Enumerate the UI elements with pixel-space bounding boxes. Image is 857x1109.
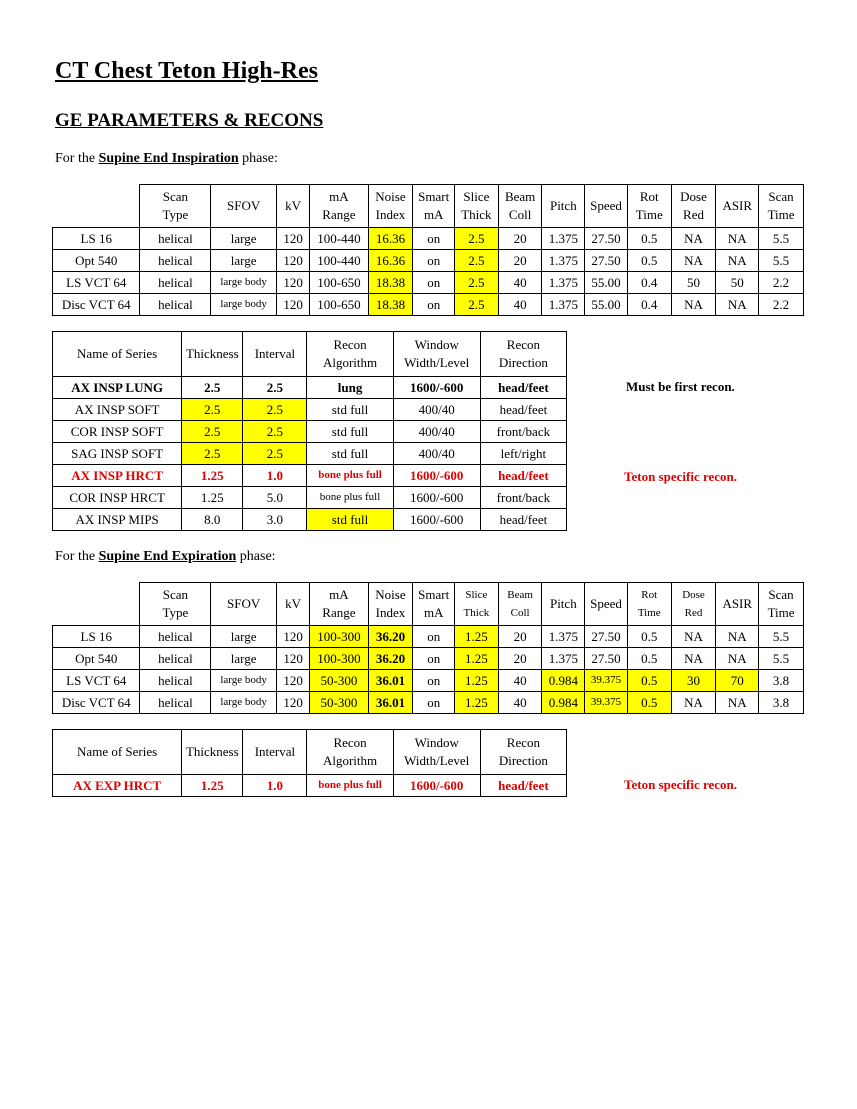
column-header: Thickness (182, 730, 243, 775)
table-cell: 100-440 (310, 228, 368, 250)
column-header: Beam Coll (498, 583, 542, 626)
table-cell: head/feet (480, 399, 566, 421)
table-cell: 120 (276, 648, 309, 670)
table-cell: AX INSP HRCT (53, 465, 182, 487)
column-header: Recon Algorithm (307, 730, 393, 775)
column-header: Beam Coll (498, 185, 542, 228)
table-cell: bone plus full (307, 487, 393, 509)
column-header: Pitch (542, 185, 585, 228)
table-cell: 1.25 (455, 626, 499, 648)
table-cell: 0.4 (627, 294, 671, 316)
table-cell: on (413, 250, 455, 272)
table-cell: 0.5 (627, 648, 671, 670)
table-cell: NA (671, 648, 716, 670)
table-cell: 400/40 (393, 421, 480, 443)
table-cell: 1600/-600 (393, 377, 480, 399)
table-cell: 1.25 (182, 465, 243, 487)
phase-inspiration-label: For the Supine End Inspiration phase: (55, 151, 278, 166)
scanner-name-cell: LS VCT 64 (53, 272, 140, 294)
table-cell: head/feet (480, 509, 566, 531)
table-cell: front/back (480, 487, 566, 509)
teton-recon-note: Teton specific recon. (624, 469, 738, 484)
table-cell: 5.5 (759, 648, 804, 670)
table-cell: 2.5 (455, 294, 499, 316)
table-cell: 100-650 (310, 272, 368, 294)
column-header: SFOV (211, 583, 277, 626)
table-cell: large (211, 626, 277, 648)
table-cell: 120 (276, 626, 309, 648)
table-cell: 36.01 (368, 692, 413, 714)
table-cell: 27.50 (585, 228, 628, 250)
column-header: Smart mA (413, 185, 455, 228)
table-cell: 1.375 (542, 272, 585, 294)
column-header: Scan Time (759, 185, 804, 228)
table-cell: NA (716, 692, 759, 714)
table-cell: large body (211, 272, 277, 294)
table-cell: 20 (498, 626, 542, 648)
column-header: Smart mA (413, 583, 455, 626)
table-row (53, 272, 804, 294)
table-cell: NA (716, 648, 759, 670)
table-cell: std full (307, 421, 393, 443)
column-header: Scan Time (759, 583, 804, 626)
table-cell: 1.25 (455, 648, 499, 670)
table-cell: 20 (498, 250, 542, 272)
table-cell: on (413, 626, 455, 648)
table-cell: 8.0 (182, 509, 243, 531)
inspiration-recon-table (52, 331, 567, 531)
column-header: SFOV (211, 185, 277, 228)
table-cell: front/back (480, 421, 566, 443)
table-cell: 120 (276, 692, 309, 714)
table-cell: 1.25 (455, 692, 499, 714)
table-cell: 400/40 (393, 443, 480, 465)
table-cell: 2.2 (759, 294, 804, 316)
table-cell: 50 (716, 272, 759, 294)
table-cell: 16.36 (368, 228, 413, 250)
first-recon-note: Must be first recon. (626, 379, 735, 394)
table-row (53, 509, 567, 531)
table-cell: 20 (498, 648, 542, 670)
table-cell: head/feet (480, 775, 566, 797)
table-cell: NA (716, 294, 759, 316)
table-cell: 2.2 (759, 272, 804, 294)
table-cell: 2.5 (243, 443, 307, 465)
table-cell: AX INSP MIPS (53, 509, 182, 531)
table-cell: 27.50 (585, 250, 628, 272)
table-cell: 0.5 (627, 670, 671, 692)
column-header: Thickness (182, 332, 243, 377)
column-header: Recon Algorithm (307, 332, 393, 377)
phase-expiration-label: For the Supine End Expiration phase: (55, 549, 276, 564)
column-header: Name of Series (53, 730, 182, 775)
table-cell: 5.5 (759, 250, 804, 272)
table-cell: std full (307, 443, 393, 465)
table-cell: lung (307, 377, 393, 399)
scanner-name-cell: Opt 540 (53, 648, 140, 670)
scanner-name-cell: LS VCT 64 (53, 670, 140, 692)
table-cell: 18.38 (368, 272, 413, 294)
table-row (53, 692, 804, 714)
column-header: Dose Red (671, 185, 716, 228)
table-cell: 5.5 (759, 228, 804, 250)
scanner-name-cell: Disc VCT 64 (53, 294, 140, 316)
table-cell: large (211, 648, 277, 670)
column-header: Interval (243, 730, 307, 775)
table-cell: 120 (276, 250, 309, 272)
table-cell: head/feet (480, 465, 566, 487)
teton-recon-note: Teton specific recon. (624, 777, 738, 792)
table-cell: 120 (276, 272, 309, 294)
table-cell: large (211, 228, 277, 250)
table-cell: 5.5 (759, 626, 804, 648)
table-cell: on (413, 228, 455, 250)
table-row (53, 670, 804, 692)
table-cell: 36.01 (368, 670, 413, 692)
table-cell: 0.984 (542, 670, 585, 692)
column-header: Window Width/Level (393, 730, 480, 775)
column-header: Rot Time (627, 583, 671, 626)
inspiration-scan-table (52, 184, 804, 316)
table-cell: 39.375 (585, 692, 628, 714)
table-cell: on (413, 648, 455, 670)
table-cell: 0.5 (627, 692, 671, 714)
table-cell: helical (140, 648, 211, 670)
table-cell: 1.375 (542, 626, 585, 648)
table-cell: 30 (671, 670, 716, 692)
table-cell: NA (671, 692, 716, 714)
column-header: Interval (243, 332, 307, 377)
table-cell: on (413, 294, 455, 316)
table-cell: 1.375 (542, 228, 585, 250)
table-cell: 2.5 (182, 377, 243, 399)
table-cell: 2.5 (182, 421, 243, 443)
table-cell: NA (716, 250, 759, 272)
table-cell: left/right (480, 443, 566, 465)
table-cell: helical (140, 272, 211, 294)
table-cell: 1.375 (542, 294, 585, 316)
scanner-name-cell: LS 16 (53, 626, 140, 648)
table-cell: AX EXP HRCT (53, 775, 182, 797)
table-cell: 27.50 (585, 626, 628, 648)
table-row (53, 377, 567, 399)
column-header: Speed (585, 185, 628, 228)
table-cell: 39.375 (585, 670, 628, 692)
table-cell: large body (211, 670, 277, 692)
column-header: Noise Index (368, 583, 413, 626)
table-cell: std full (307, 509, 393, 531)
table-cell: 50-300 (310, 670, 368, 692)
table-cell: 18.38 (368, 294, 413, 316)
table-cell: 1600/-600 (393, 775, 480, 797)
table-cell: COR INSP SOFT (53, 421, 182, 443)
table-row (53, 775, 567, 797)
column-header: Name of Series (53, 332, 182, 377)
column-header: Slice Thick (455, 583, 499, 626)
table-cell: 1.0 (243, 465, 307, 487)
table-cell: 2.5 (455, 272, 499, 294)
table-cell: 0.984 (542, 692, 585, 714)
table-cell: 1600/-600 (393, 487, 480, 509)
table-cell: 20 (498, 228, 542, 250)
table-cell: 3.8 (759, 670, 804, 692)
table-cell: NA (716, 626, 759, 648)
table-cell: 1.25 (182, 487, 243, 509)
table-cell: 0.4 (627, 272, 671, 294)
table-cell: large body (211, 692, 277, 714)
table-row (53, 228, 804, 250)
table-cell: 1.375 (542, 250, 585, 272)
table-row (53, 294, 804, 316)
scanner-name-cell: LS 16 (53, 228, 140, 250)
table-cell: 40 (498, 294, 542, 316)
table-cell: helical (140, 692, 211, 714)
column-header: Scan Type (140, 185, 211, 228)
table-cell: 100-650 (310, 294, 368, 316)
expiration-recon-table (52, 729, 567, 797)
table-cell: 55.00 (585, 294, 628, 316)
table-cell: 1600/-600 (393, 465, 480, 487)
column-header: Scan Type (140, 583, 211, 626)
table-cell: 0.5 (627, 250, 671, 272)
table-cell: AX INSP LUNG (53, 377, 182, 399)
column-header: Noise Index (368, 185, 413, 228)
column-header: kV (276, 583, 309, 626)
table-cell: 1.25 (182, 775, 243, 797)
table-cell: large (211, 250, 277, 272)
table-row (53, 250, 804, 272)
table-cell: NA (671, 228, 716, 250)
column-header: Recon Direction (480, 730, 566, 775)
table-cell: helical (140, 294, 211, 316)
table-cell: bone plus full (307, 465, 393, 487)
column-header: Slice Thick (455, 185, 499, 228)
column-header: kV (276, 185, 309, 228)
table-cell: 2.5 (455, 228, 499, 250)
table-cell: 3.8 (759, 692, 804, 714)
table-cell: on (413, 692, 455, 714)
table-row (53, 487, 567, 509)
column-header: Dose Red (671, 583, 716, 626)
expiration-scan-table (52, 582, 804, 714)
table-cell: 70 (716, 670, 759, 692)
section-heading: GE PARAMETERS & RECONS (55, 110, 324, 131)
table-cell: 120 (276, 670, 309, 692)
table-cell: 0.5 (627, 626, 671, 648)
table-cell: head/feet (480, 377, 566, 399)
table-cell: COR INSP HRCT (53, 487, 182, 509)
table-cell: 400/40 (393, 399, 480, 421)
table-row (53, 465, 567, 487)
column-header: mA Range (310, 185, 368, 228)
table-cell: 2.5 (182, 443, 243, 465)
table-cell: 120 (276, 228, 309, 250)
table-cell: on (413, 272, 455, 294)
table-cell: 50 (671, 272, 716, 294)
column-header: Window Width/Level (393, 332, 480, 377)
column-header: mA Range (310, 583, 368, 626)
column-header: ASIR (716, 583, 759, 626)
table-cell: 2.5 (243, 421, 307, 443)
table-cell: helical (140, 228, 211, 250)
table-cell: bone plus full (307, 775, 393, 797)
table-cell: helical (140, 250, 211, 272)
table-row (53, 399, 567, 421)
table-cell: 36.20 (368, 626, 413, 648)
table-cell: helical (140, 670, 211, 692)
table-row (53, 648, 804, 670)
table-cell: on (413, 670, 455, 692)
table-cell: 40 (498, 692, 542, 714)
table-cell: 27.50 (585, 648, 628, 670)
table-cell: 5.0 (243, 487, 307, 509)
table-cell: 2.5 (455, 250, 499, 272)
table-cell: 40 (498, 670, 542, 692)
table-cell: 2.5 (182, 399, 243, 421)
table-cell: std full (307, 399, 393, 421)
table-cell: 3.0 (243, 509, 307, 531)
table-cell: NA (716, 228, 759, 250)
table-cell: 0.5 (627, 228, 671, 250)
table-cell: NA (671, 294, 716, 316)
column-header: Rot Time (627, 185, 671, 228)
scanner-name-cell: Disc VCT 64 (53, 692, 140, 714)
table-cell: SAG INSP SOFT (53, 443, 182, 465)
column-header: Pitch (542, 583, 585, 626)
table-cell: 120 (276, 294, 309, 316)
table-cell: helical (140, 626, 211, 648)
table-cell: 50-300 (310, 692, 368, 714)
table-row (53, 443, 567, 465)
table-cell: 2.5 (243, 377, 307, 399)
table-cell: large body (211, 294, 277, 316)
page-title: CT Chest Teton High-Res (55, 58, 318, 84)
table-row (53, 421, 567, 443)
column-header: Recon Direction (480, 332, 566, 377)
column-header: Speed (585, 583, 628, 626)
table-cell: 1.0 (243, 775, 307, 797)
table-cell: 36.20 (368, 648, 413, 670)
table-cell: NA (671, 250, 716, 272)
table-cell: 100-440 (310, 250, 368, 272)
column-header: ASIR (716, 185, 759, 228)
table-row (53, 626, 804, 648)
table-cell: NA (671, 626, 716, 648)
table-cell: 40 (498, 272, 542, 294)
table-cell: 1.25 (455, 670, 499, 692)
table-cell: 1600/-600 (393, 509, 480, 531)
table-cell: 1.375 (542, 648, 585, 670)
scanner-name-cell: Opt 540 (53, 250, 140, 272)
table-cell: 100-300 (310, 626, 368, 648)
table-cell: 55.00 (585, 272, 628, 294)
table-cell: 16.36 (368, 250, 413, 272)
table-cell: 2.5 (243, 399, 307, 421)
table-cell: AX INSP SOFT (53, 399, 182, 421)
table-cell: 100-300 (310, 648, 368, 670)
